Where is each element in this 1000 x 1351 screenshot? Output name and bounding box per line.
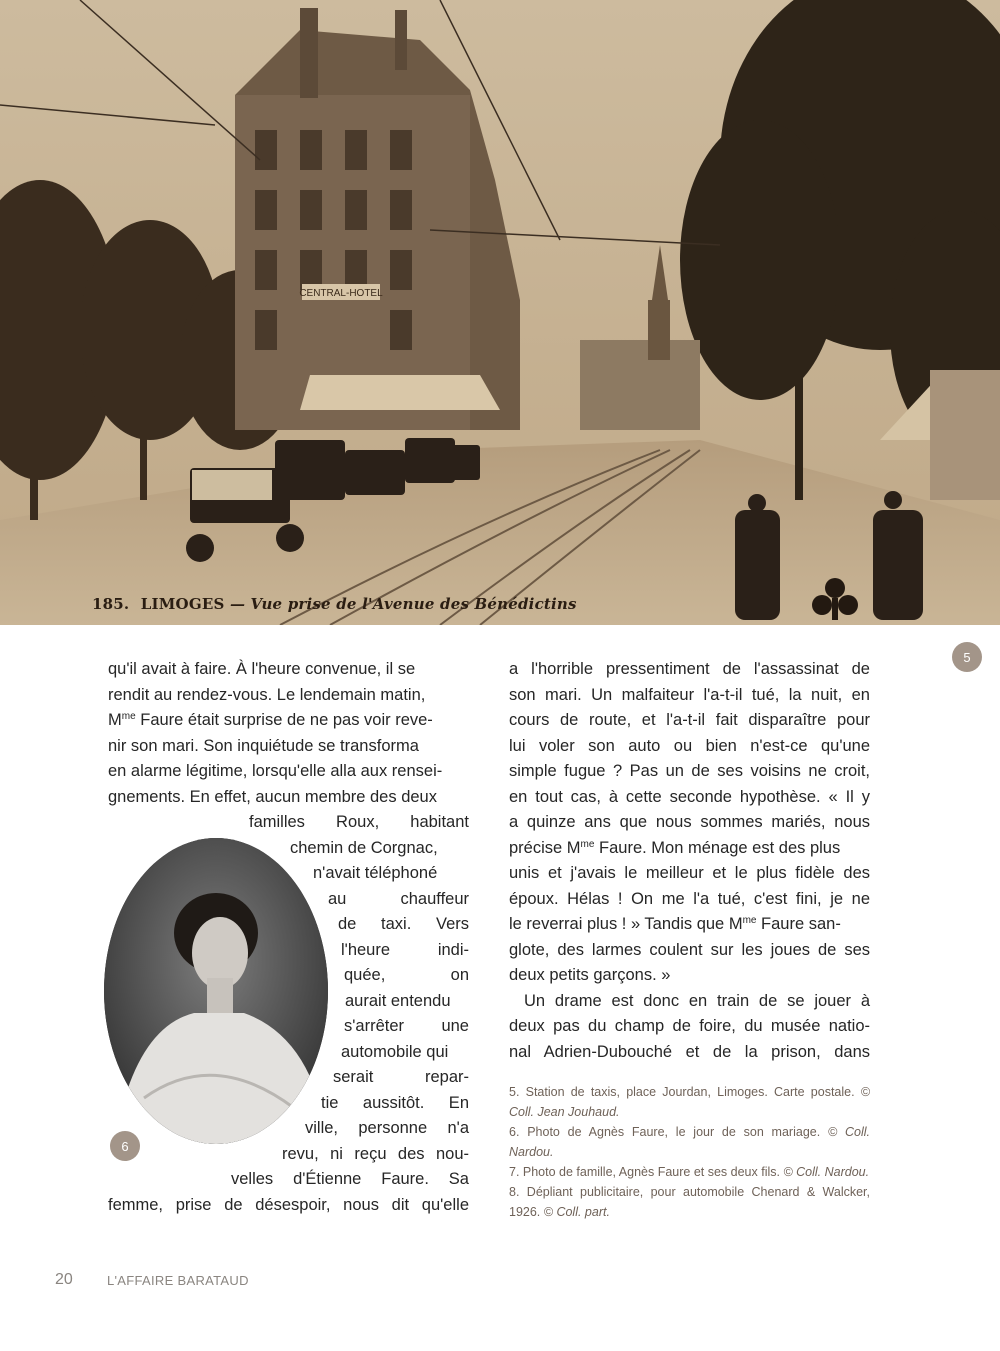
text-line: n'avait téléphoné (313, 864, 438, 882)
text-line: ville, personne n'a (305, 1119, 469, 1137)
text-line: qu'il avait à faire. À l'heure convenue, il se (108, 660, 416, 678)
text-line: chemin de Corgnac, (290, 839, 438, 857)
text-line: son mari. Un malfaiteur l'a-t-il tué, la nuit, en (509, 686, 870, 704)
postcard-title: — Vue prise de l'Avenue des Bénédictins (229, 595, 577, 613)
postcard-caption (92, 595, 577, 613)
text-line: tie aussitôt. En (321, 1094, 469, 1112)
postcard-number: 185. (92, 595, 130, 613)
text-line: glote, des larmes coulent sur les joues de ses (509, 941, 870, 959)
text-line: unis et j'avais le meilleur et le plus fidèle des (509, 864, 870, 882)
text-line: deux pas du champ de foire, du musée natio- (509, 1017, 870, 1035)
hotel-sign: CENTRAL-HOTEL (299, 288, 383, 299)
text-line: le reverrai plus ! » Tandis que $M^{me}$ Faure san- (509, 915, 841, 933)
text-line: nir son mari. Son inquiétude se transforma (108, 737, 419, 755)
note-item: 8. Dépliant publicitaire, pour automobile Chenard & Walcker, 1926. © Coll. part. (509, 1185, 870, 1219)
text-line: nal Adrien-Dubouché et de la prison, dans (509, 1043, 870, 1061)
text-line: cours de route, et l'a-t-il fait disparaître pour (509, 711, 870, 729)
text-line: aurait entendu (345, 992, 451, 1010)
text-line: quée, on (344, 966, 469, 984)
text-line: précise $M^{me}$ Faure. Mon ménage est des plus (509, 839, 841, 857)
note-item: 5. Station de taxis, place Jourdan, Limoges. Carte postale. © Coll. Jean Jouhaud. (509, 1085, 870, 1119)
text-line: époux. Hélas ! On me l'a tué, c'est fini, je ne (509, 890, 870, 908)
text-line: velles d'Étienne Faure. Sa (231, 1170, 469, 1188)
note-item: 7. Photo de famille, Agnès Faure et ses deux fils. © Coll. Nardou. (509, 1165, 870, 1179)
figure-badge-6: 6 (110, 1131, 140, 1161)
postcard-illustration (0, 0, 1000, 625)
text-line: revu, ni reçu des nou- (282, 1145, 469, 1163)
text-line: $M^{me}$ Faure était surprise de ne pas voir reve- (108, 711, 433, 729)
text-line: serait repar- (333, 1068, 469, 1086)
text-line: a l'horrible pressentiment de l'assassinat de (509, 660, 870, 678)
text-line: a quinze ans que nous sommes mariés, nous (509, 813, 870, 831)
text-line: l'heure indi- (341, 941, 469, 959)
text-line: Un drame est donc en train de se jouer à (524, 992, 870, 1010)
portrait-illustration (104, 838, 328, 1144)
figure-badge-5: 5 (952, 642, 982, 672)
text-line: en tout cas, à cette seconde hypothèse. « Il y (509, 788, 870, 806)
honorific: $M^{me}$ (108, 711, 136, 729)
text-line: s'arrêter une (344, 1017, 469, 1035)
text-line: en alarme légitime, lorsqu'elle alla aux rensei- (108, 762, 443, 780)
text-line: familles Roux, habitant (249, 813, 469, 831)
text-line: de taxi. Vers (338, 915, 469, 933)
text-line: simple fugue ? Pas un de ses voisins ne croit, (509, 762, 870, 780)
postcard-city: LIMOGES (140, 595, 225, 613)
text-line: automobile qui (341, 1043, 449, 1061)
text-line: rendit au rendez-vous. Le lendemain matin, (108, 686, 426, 704)
text-line: lui voler son auto ou bien n'est-ce qu'une (509, 737, 870, 755)
figure-notes (509, 1082, 870, 1222)
page-number: 20 (55, 1271, 73, 1288)
text-line: au chauffeur (328, 890, 469, 908)
street-postcard-photo (0, 0, 1000, 625)
portrait-photo (104, 838, 328, 1144)
running-title: L'AFFAIRE BARATAUD (107, 1273, 249, 1288)
text-line: gnements. En effet, aucun membre des deux (108, 788, 437, 806)
text-line: deux petits garçons. » (509, 966, 671, 984)
text-line: femme, prise de désespoir, nous dit qu'elle (108, 1196, 469, 1214)
note-item: 6. Photo de Agnès Faure, le jour de son mariage. © Coll. Nardou. (509, 1125, 870, 1159)
